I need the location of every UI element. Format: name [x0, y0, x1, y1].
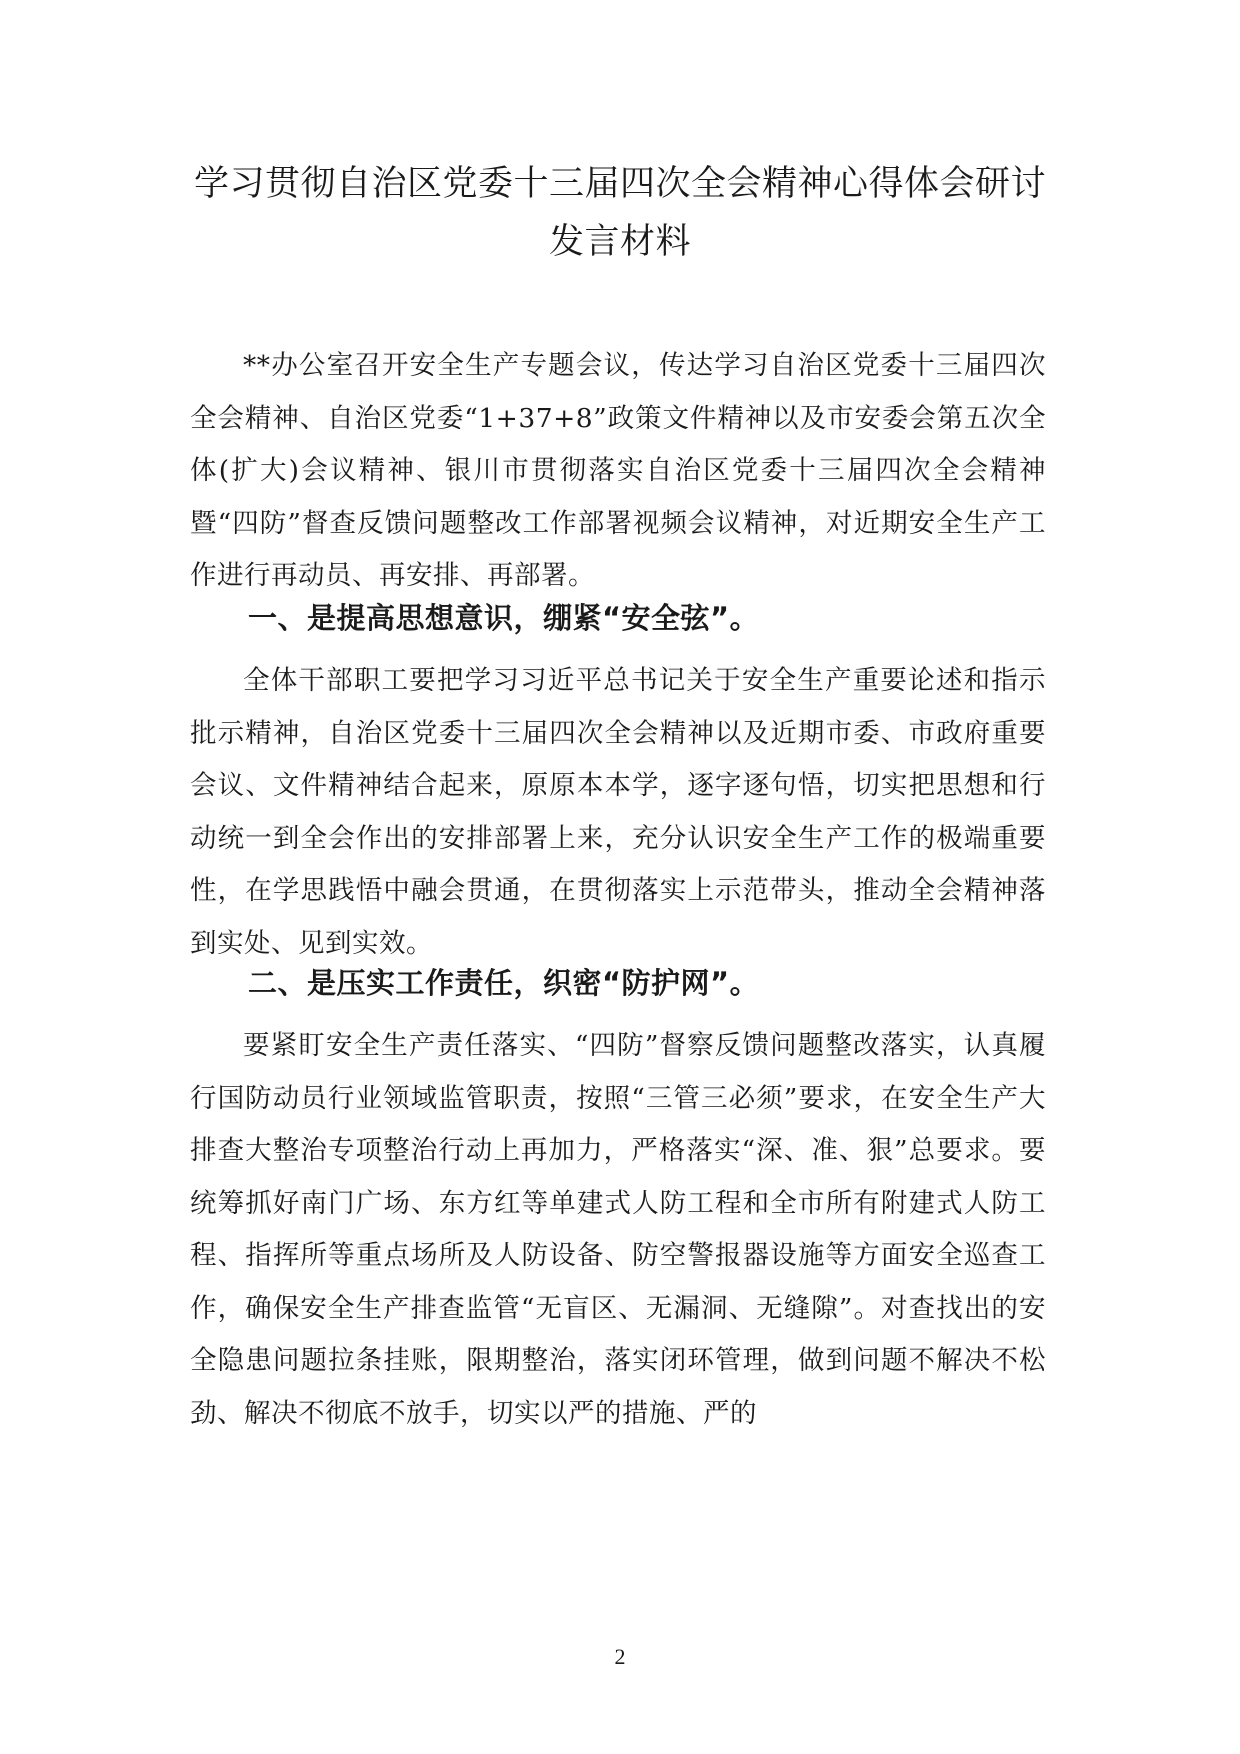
section-1-paragraph: 全体干部职工要把学习习近平总书记关于安全生产重要论述和指示批示精神，自治区党委十三届四次全会精神以及近期市委、市政府重要会议、文件精神结合起来，原原本本学，逐字逐句悟，切实把思想和行动统一到全会作出的安排部署上来，充分认识安全生产工作的极端重要性，在学思践悟中融会贯通，在贯彻落实上示范带头，推动全会精神落到实处、见到实效。 [190, 665, 1046, 959]
document-title-line-2: 发言材料 [548, 222, 691, 262]
section-2-paragraph: 要紧盯安全生产责任落实、“四防”督察反馈问题整改落实，认真履行国防动员行业领域监管职责，按照“三管三必须”要求，在安全生产大排查大整治专项整治行动上再加力，严格落实“深、准、狠”总要求。要统筹抓好南门广场、东方红等单建式人防工程和全市所有附建式人防工程、指挥所等重点场所及人防设备、防空警报器设施等方面安全巡查工作，确保安全生产排查监管“无盲区、无漏洞、无缝隙”。对查找出的安全隐患问题拉条挂账，限期整治，落实闭环管理，做到问题不解决不松劲、解决不彻底不放手，切实以严的措施、严的 [190, 1030, 1046, 1429]
section-1-heading: 一、是提高思想意识，绷紧“安全弦”。 [248, 601, 760, 635]
document-title-line-1: 学习贯彻自治区党委十三届四次全会精神心得体会研讨 [193, 164, 1046, 204]
intro-paragraph: **办公室召开安全生产专题会议，传达学习自治区党委十三届四次全会精神、自治区党委“1+37+8”政策文件精神以及市安委会第五次全体(扩大)会议精神、银川市贯彻落实自治区党委十三届四次全会精神暨“四防”督查反馈问题整改工作部署视频会议精神，对近期安全生产工作进行再动员、再安排、再部署。 [190, 350, 1046, 591]
page-number: 2 [614, 1644, 626, 1669]
section-2-heading: 二、是压实工作责任，织密“防护网”。 [248, 966, 760, 1000]
